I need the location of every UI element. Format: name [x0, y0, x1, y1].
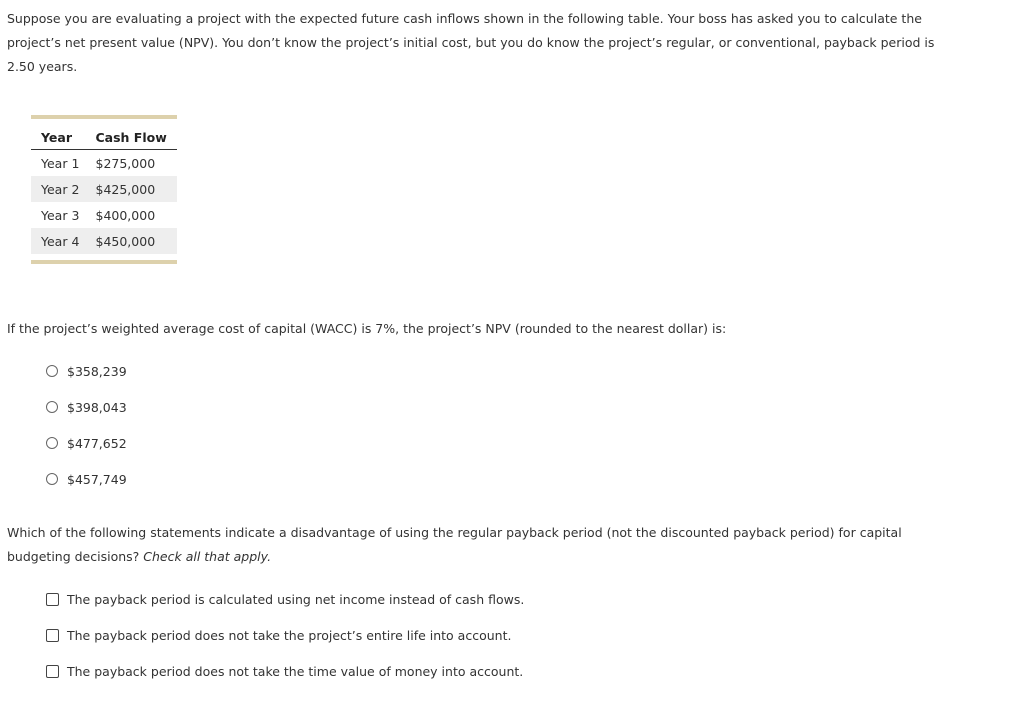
radio-button[interactable]: [46, 365, 58, 377]
payback-question-prefix: budgeting decisions?: [7, 549, 144, 564]
npv-option-4[interactable]: [46, 468, 127, 490]
option-label[interactable]: $477,652: [67, 435, 127, 451]
row-year: Year 4: [31, 228, 86, 254]
row-year: Year 2: [31, 176, 86, 202]
npv-question: If the project’s weighted average cost of capital (WACC) is 7%, the project’s NPV (rounded to the nearest dollar) is:: [7, 321, 727, 336]
payback-answer-options: [46, 588, 524, 696]
intro-line-2: project’s net present value (NPV). You don’t know the project’s initial cost, but you do know the project’s regular, or conventional, payback period is: [7, 35, 935, 50]
table-row: [31, 176, 177, 202]
row-cash-flow: $425,000: [86, 176, 178, 202]
radio-button[interactable]: [46, 437, 58, 449]
npv-answer-options: [46, 360, 127, 504]
table-row: [31, 202, 177, 228]
option-label[interactable]: $398,043: [67, 399, 127, 415]
payback-question-line-2: [7, 545, 1007, 569]
payback-question-line-1: Which of the following statements indicate a disadvantage of using the regular payback period (not the discounted payback period) for capital: [7, 525, 902, 540]
intro-line-3: 2.50 years.: [7, 59, 78, 74]
checkbox[interactable]: [46, 593, 59, 606]
npv-option-3[interactable]: [46, 432, 127, 454]
intro-line-1: Suppose you are evaluating a project with the expected future cash inflows shown in the following table. Your boss has asked you to calculate the: [7, 11, 922, 26]
npv-option-2[interactable]: [46, 396, 127, 418]
row-cash-flow: $275,000: [95, 155, 156, 171]
option-label[interactable]: $358,239: [67, 363, 127, 379]
cash-flow-table: [31, 125, 177, 254]
payback-option-3[interactable]: [46, 660, 524, 682]
npv-option-1[interactable]: [46, 360, 127, 382]
header-year: Year: [31, 125, 86, 150]
row-cash-flow: $450,000: [86, 228, 178, 254]
header-cash-flow: Cash Flow: [86, 125, 178, 150]
radio-button[interactable]: [46, 473, 58, 485]
cash-flow-table-container: [31, 115, 177, 264]
option-label[interactable]: The payback period does not take the time value of money into account.: [67, 663, 524, 679]
option-label[interactable]: The payback period does not take the project’s entire life into account.: [67, 627, 512, 643]
option-label[interactable]: The payback period is calculated using net income instead of cash flows.: [67, 591, 525, 607]
payback-option-2[interactable]: [46, 624, 524, 646]
table-row: [31, 228, 177, 254]
row-year: Year 3: [41, 207, 80, 223]
problem-intro: [7, 7, 1007, 79]
radio-button[interactable]: [46, 401, 58, 413]
checkbox[interactable]: [46, 665, 59, 678]
table-row: [31, 150, 177, 177]
payback-question: [7, 521, 1007, 569]
checkbox[interactable]: [46, 629, 59, 642]
check-all-instruction: Check all that apply.: [143, 549, 272, 564]
payback-option-1[interactable]: [46, 588, 524, 610]
row-year: Year 1: [41, 155, 80, 171]
table-header-row: [31, 125, 177, 150]
option-label[interactable]: $457,749: [67, 471, 127, 487]
row-cash-flow: $400,000: [95, 207, 156, 223]
